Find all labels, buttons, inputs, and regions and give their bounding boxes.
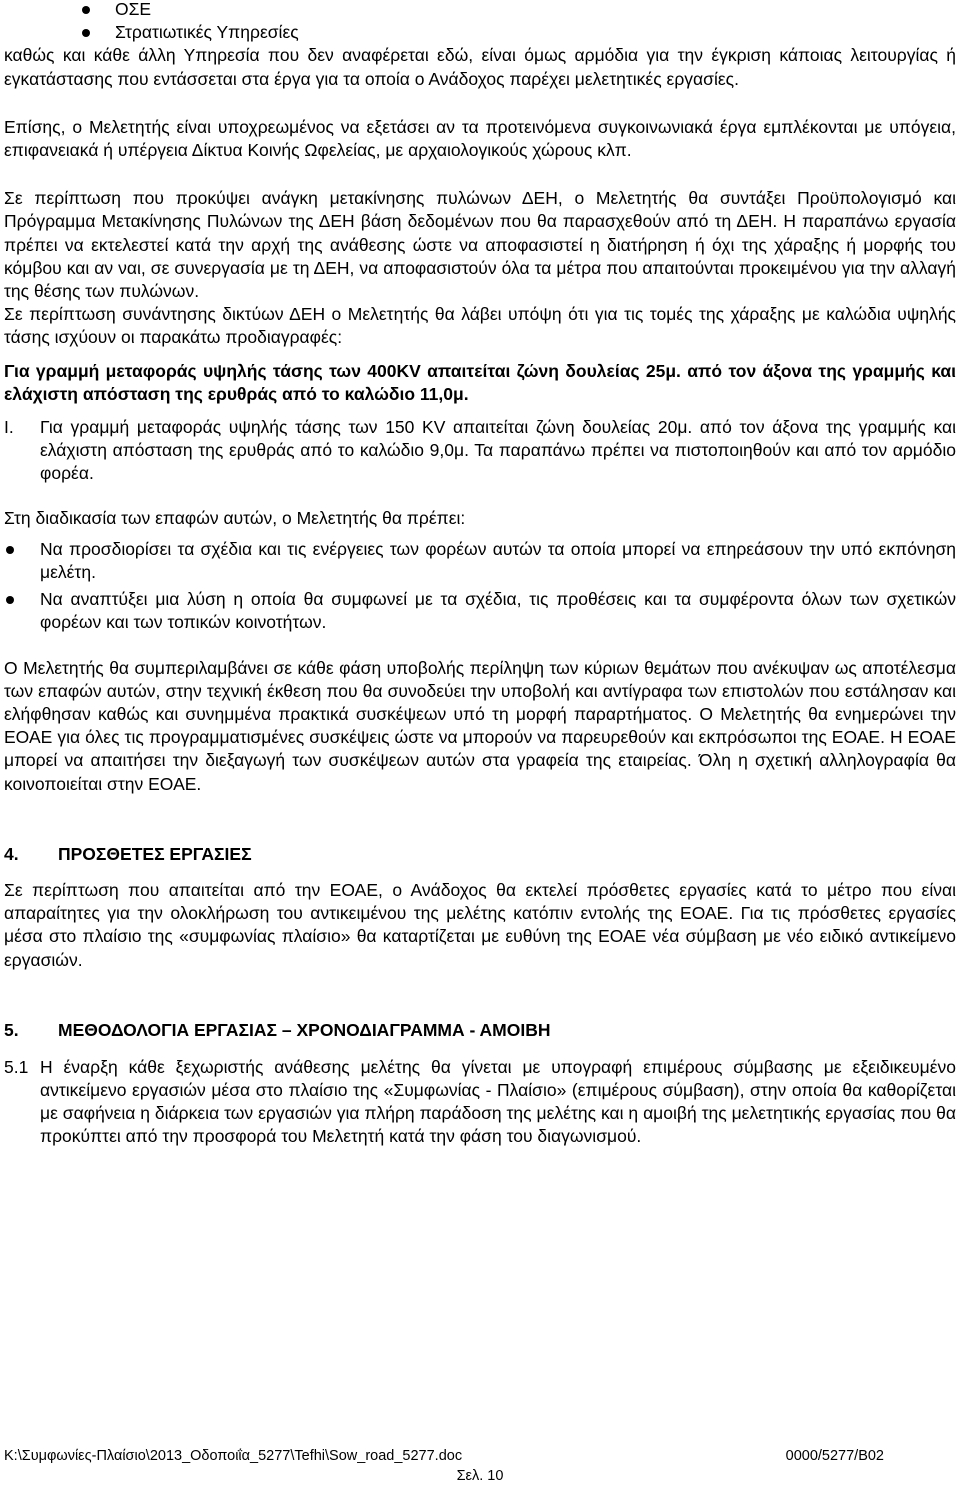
paragraph: καθώς και κάθε άλλη Υπηρεσία που δεν αναφέρεται εδώ, είναι όμως αρμόδια για την έγκριση κάποιας λειτουργίας ή εγκατάστασης που εντάσσεται στα έργα για τα οποία ο Ανάδοχος παρέχει μελετητικές εργασίες. xyxy=(4,45,956,89)
item-number: Ι. xyxy=(4,417,14,438)
numbered-item xyxy=(4,1056,956,1149)
list-item xyxy=(4,588,956,634)
list-item-text: Να προσδιορίσει τα σχέδια και τις ενέργειες των φορέων αυτών τα οποία μπορεί να επηρεάσουν την υπό εκπόνηση μελέτη. xyxy=(40,538,956,583)
bullet-icon xyxy=(6,596,14,604)
paragraph: Ο Μελετητής θα συμπεριλαμβάνει σε κάθε φάση υποβολής περίληψη των κύριων θεμάτων που ανέκυψαν ως αποτέλεσμα των επαφών αυτών, στην τεχνική έκθεση που θα συνοδεύει την υποβολή και αντίγραφα των επιστολών που εστάλησαν και ελήφθησαν καθώς και συνημμένα πρακτικά συσκέψεων υπό τη μορφή παραρτήματος. Ο Μελετητής θα ενημερώνει την ΕΟΑΕ για όλες τις προγραμματισμένες συσκέψεις ώστε να μπορούν να παρευρεθούν και εκπρόσωποι της ΕΟΑΕ. Η ΕΟΑΕ μπορεί να απαιτήσει την διεξαγωγή των συσκέψεων αυτών στα γραφεία της εταιρείας. Όλη η σχετική αλληλογραφία θα κοινοποιείται στην ΕΟΑΕ. xyxy=(4,657,956,794)
section-heading xyxy=(4,842,956,866)
list-item xyxy=(4,538,956,584)
section-title: ΠΡΟΣΘΕΤΕΣ ΕΡΓΑΣΙΕΣ xyxy=(58,843,252,864)
paragraph: Σε περίπτωση συνάντησης δικτύων ΔΕΗ ο Μελετητής θα λάβει υπόψη ότι για τις τομές της χάραξης με καλώδια υψηλής τάσης ισχύουν οι παρακάτω προδιαγραφές: xyxy=(4,304,956,348)
document-page xyxy=(4,0,956,1149)
section-title: ΜΕΘΟΔΟΛΟΓΙΑ ΕΡΓΑΣΙΑΣ – ΧΡΟΝΟΔΙΑΓΡΑΜΜΑ - ΑΜΟΙΒΗ xyxy=(58,1019,551,1040)
bullet-item xyxy=(4,0,956,21)
bullet-icon xyxy=(82,6,90,14)
bullet-item xyxy=(4,21,956,44)
bold-paragraph: Για γραμμή μεταφοράς υψηλής τάσης των 400KV απαιτείται ζώνη δουλείας 25μ. από τον άξονα της γραμμής και ελάχιστη απόσταση της ερυθράς από το καλώδιο 11,0μ. xyxy=(4,360,956,404)
section-heading xyxy=(4,1018,956,1042)
section-number: 5. xyxy=(4,1019,19,1040)
item-text: Για γραμμή μεταφοράς υψηλής τάσης των 150 KV απαιτείται ζώνη δουλείας 20μ. από τον άξονα της γραμμής και ελάχιστη απόσταση της ερυθράς από το καλώδιο 9,0μ. Τα παραπάνω πρέπει να πιστοποιηθούν και από τον αρμόδιο φορέα. xyxy=(40,417,956,484)
list-item-text: Να αναπτύξει μια λύση η οποία θα συμφωνεί με τα σχέδια, τις προθέσεις και τα συμφέροντα όλων των σχετικών φορέων και των τοπικών κοινοτήτων. xyxy=(40,589,956,633)
bullet-icon xyxy=(6,546,14,554)
paragraph: Επίσης, ο Μελετητής είναι υποχρεωμένος να εξετάσει αν τα προτεινόμενα συγκοινωνιακά έργα εμπλέκονται με υπόγεια, επιφανειακά ή υπέργεια Δίκτυα Κοινής Ωφελείας, με αρχαιολογικούς χώρους κλπ. xyxy=(4,116,956,161)
bullet-text: Στρατιωτικές Υπηρεσίες xyxy=(115,22,299,43)
file-path: K:\Συμφωνίες-Πλαίσιο\2013_Οδοποιΐα_5277\Tefhi\Sow_road_5277.doc xyxy=(4,1448,463,1464)
item-number: 5.1 xyxy=(4,1056,29,1077)
item-text: Η έναρξη κάθε ξεχωριστής ανάθεσης μελέτης θα γίνεται με υπογραφή επιμέρους σύμβασης με εξειδικευμένο αντικείμενο εργασιών μέσα στο πλαίσιο της «Συμφωνίας - Πλαίσιο» (επιμέρους σύμβαση), στην οποία θα καθορίζεται με σαφήνεια η διάρκεια των εργασιών για πλήρη παράδοση της μελέτης και η αμοιβή της μελετητικής εργασίας που θα προκύπτει από την προσφορά του Μελετητή κατά την φάση του διαγωνισμού. xyxy=(40,1056,956,1147)
section-number: 4. xyxy=(4,843,19,864)
document-code: 0000/5277/B02 xyxy=(785,1448,884,1464)
page-number: Σελ. 10 xyxy=(456,1468,504,1484)
paragraph: Σε περίπτωση που απαιτείται από την ΕΟΑΕ, ο Ανάδοχος θα εκτελεί πρόσθετες εργασίες κατά το μέτρο που είναι απαραίτητες για την ολοκλήρωση του αντικειμένου της μελέτης κατόπιν εντολής της ΕΟΑΕ. Για τις πρόσθετες εργασίες μέσα στο πλαίσιο της «συμφωνίας πλαίσιο» θα καταρτίζεται με ευθύνη της ΕΟΑΕ νέα σύμβαση με νέο ειδικό αντικείμενο εργασιών. xyxy=(4,879,956,970)
bullet-text: ΟΣΕ xyxy=(115,0,152,19)
paragraph: Στη διαδικασία των επαφών αυτών, ο Μελετητής θα πρέπει: xyxy=(4,507,466,528)
bullet-icon xyxy=(82,29,90,37)
numbered-item xyxy=(4,416,956,486)
paragraph: Σε περίπτωση που προκύψει ανάγκη μετακίνησης πυλώνων ΔΕΗ, ο Μελετητής θα συντάξει Προϋπολογισμό και Πρόγραμμα Μετακίνησης Πυλώνων της ΔΕΗ βάση δεδομένων που θα παρασχεθούν από τη ΔΕΗ. Η παραπάνω εργασία πρέπει να εκτελεστεί κατά την αρχή της ανάθεσης ώστε να αποφασιστεί η διατήρηση ή όχι της χάραξης ή μορφής του κόμβου και αν ναι, σε συνεργασία με τη ΔΕΗ, να αποφασιστούν όλα τα μέτρα που απαιτούνται προκειμένου για την αλλαγή της θέσης των πυλώνων. xyxy=(4,188,956,302)
